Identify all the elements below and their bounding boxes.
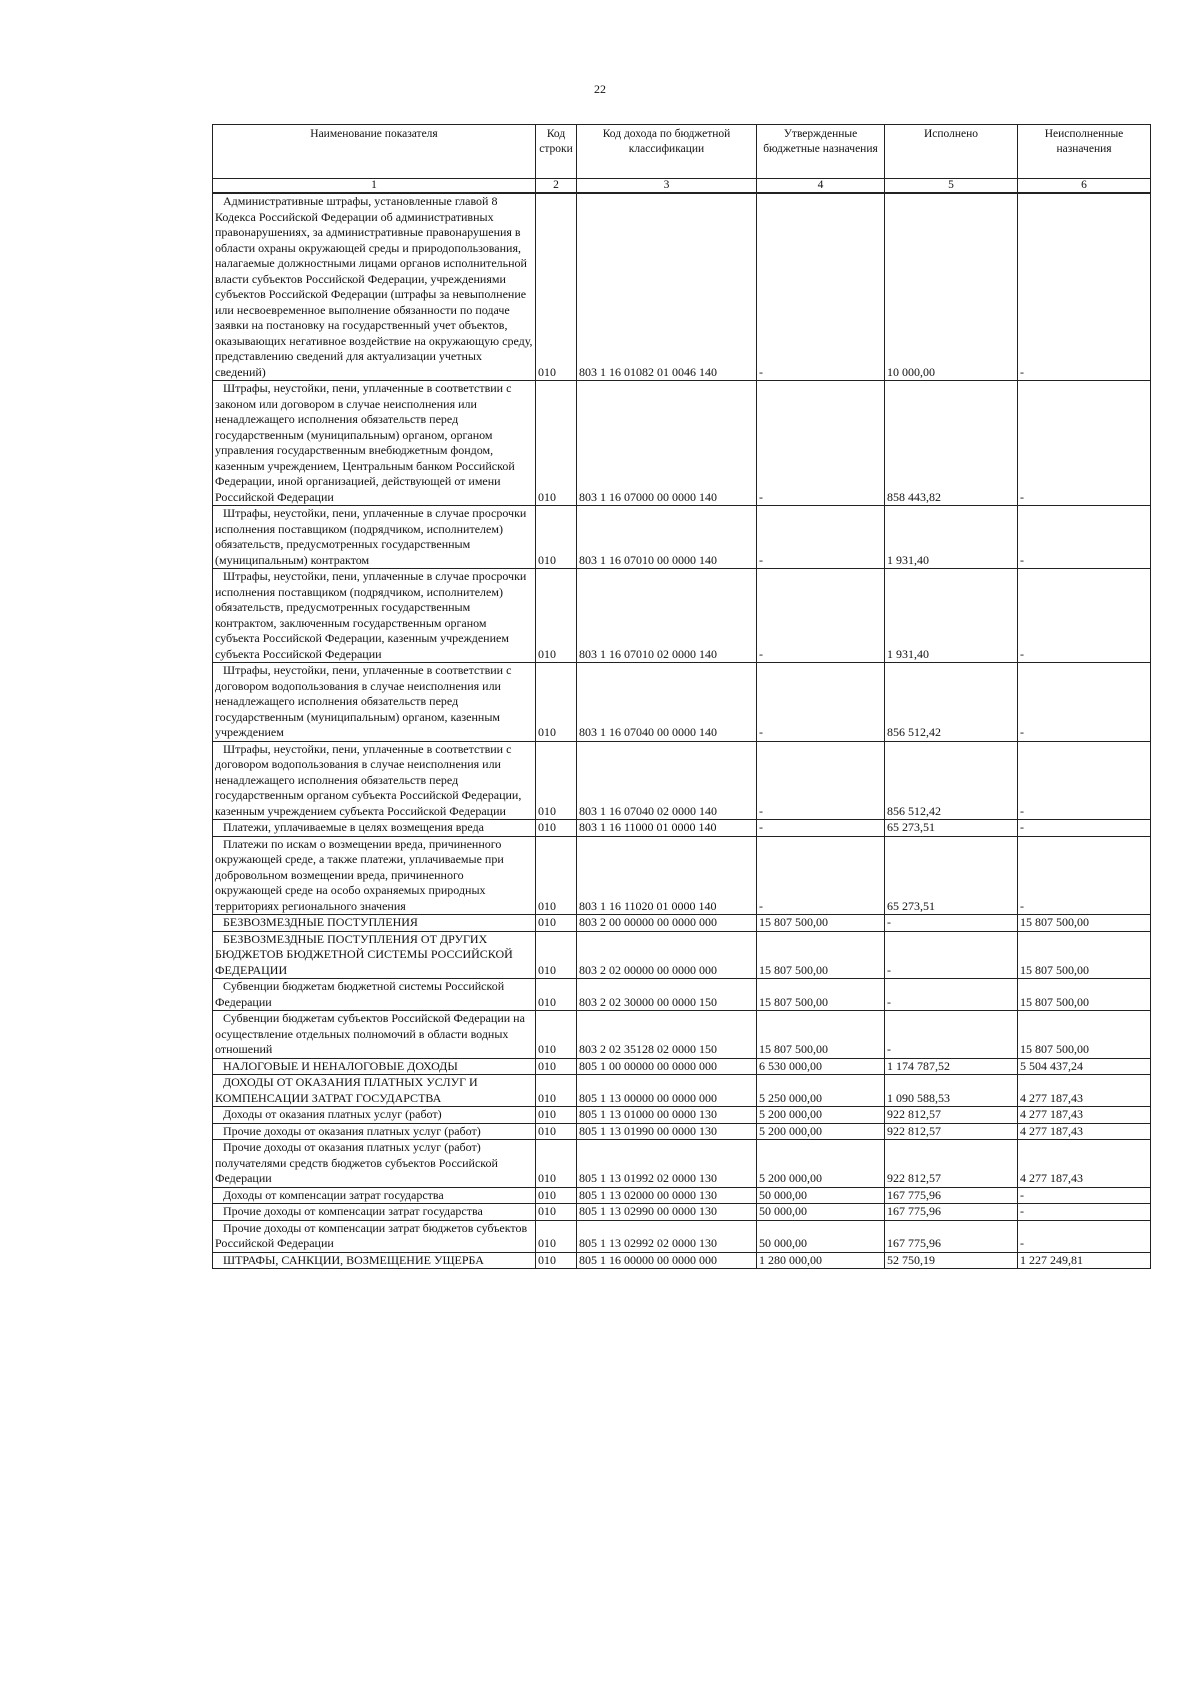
budget-code-cell: 803 1 16 11020 01 0000 140 — [577, 836, 757, 915]
indicator-name-cell: Субвенции бюджетам бюджетной системы Российской Федерации — [213, 979, 536, 1011]
approved-cell: - — [757, 820, 885, 837]
unexecuted-cell: - — [1018, 569, 1151, 663]
table-row — [213, 1075, 1151, 1107]
table-row — [213, 193, 1151, 381]
executed-cell: 858 443,82 — [885, 381, 1018, 506]
header-indicator-name: Наименование показателя — [213, 125, 536, 179]
indicator-name-cell: Штрафы, неустойки, пени, уплаченные в случае просрочки исполнения поставщиком (подрядчиком, исполнителем) обязательств, предусмотренных государственным контрактом, заключенным государственным органом субъекта Российской Федерации, казенным учреждением субъекта Российской Федерации — [213, 569, 536, 663]
line-code-cell: 010 — [536, 836, 577, 915]
revenue-report-table — [212, 124, 1151, 1269]
approved-cell: - — [757, 836, 885, 915]
budget-code-cell: 805 1 13 02992 02 0000 130 — [577, 1220, 757, 1252]
approved-cell: 5 200 000,00 — [757, 1123, 885, 1140]
unexecuted-cell: 1 227 249,81 — [1018, 1252, 1151, 1269]
line-code-cell: 010 — [536, 506, 577, 569]
approved-cell: - — [757, 569, 885, 663]
unexecuted-cell: - — [1018, 381, 1151, 506]
column-number: 6 — [1018, 179, 1151, 194]
header-executed: Исполнено — [885, 125, 1018, 179]
approved-cell: 50 000,00 — [757, 1187, 885, 1204]
unexecuted-cell: - — [1018, 506, 1151, 569]
indicator-name-cell: Административные штрафы, установленные главой 8 Кодекса Российской Федерации об административных правонарушениях, за административные правонарушения в области охраны окружающей среды и природопользования, налагаемые должностными лицами органов исполнительной власти субъектов Российской Федерации, учреждениями субъектов Российской Федерации (штрафы за невыполнение или несвоевременное выполнение обязанности по подаче заявки на постановку на государственный учет объектов, оказывающих негативное воздействие на окружающую среду, представлению сведений для актуализации учетных сведений) — [213, 193, 536, 381]
executed-cell: - — [885, 915, 1018, 932]
approved-cell: 5 200 000,00 — [757, 1107, 885, 1124]
indicator-name-cell: Штрафы, неустойки, пени, уплаченные в соответствии с договором водопользования в случае неисполнения или ненадлежащего исполнения обязательств перед государственным (муниципальным) органом, казенным учреждением — [213, 663, 536, 742]
line-code-cell: 010 — [536, 1220, 577, 1252]
unexecuted-cell: 15 807 500,00 — [1018, 979, 1151, 1011]
line-code-cell: 010 — [536, 1140, 577, 1188]
budget-code-cell: 803 2 02 00000 00 0000 000 — [577, 931, 757, 979]
unexecuted-cell: 15 807 500,00 — [1018, 915, 1151, 932]
table-row — [213, 1220, 1151, 1252]
budget-code-cell: 803 1 16 07010 00 0000 140 — [577, 506, 757, 569]
indicator-name-cell: ДОХОДЫ ОТ ОКАЗАНИЯ ПЛАТНЫХ УСЛУГ И КОМПЕНСАЦИИ ЗАТРАТ ГОСУДАРСТВА — [213, 1075, 536, 1107]
executed-cell: 922 812,57 — [885, 1140, 1018, 1188]
indicator-name-cell: Прочие доходы от компенсации затрат государства — [213, 1204, 536, 1221]
budget-code-cell: 805 1 13 01000 00 0000 130 — [577, 1107, 757, 1124]
column-number: 3 — [577, 179, 757, 194]
budget-code-cell: 803 1 16 07040 02 0000 140 — [577, 741, 757, 820]
unexecuted-cell: 4 277 187,43 — [1018, 1075, 1151, 1107]
table-body — [213, 193, 1151, 1269]
approved-cell: 5 200 000,00 — [757, 1140, 885, 1188]
budget-code-cell: 803 1 16 07010 02 0000 140 — [577, 569, 757, 663]
indicator-name-cell: Платежи, уплачиваемые в целях возмещения вреда — [213, 820, 536, 837]
line-code-cell: 010 — [536, 915, 577, 932]
indicator-name-cell: Прочие доходы от оказания платных услуг (работ) — [213, 1123, 536, 1140]
executed-cell: 1 090 588,53 — [885, 1075, 1018, 1107]
executed-cell: 1 931,40 — [885, 506, 1018, 569]
unexecuted-cell: - — [1018, 741, 1151, 820]
table-row — [213, 381, 1151, 506]
approved-cell: - — [757, 381, 885, 506]
budget-code-cell: 803 2 02 35128 02 0000 150 — [577, 1011, 757, 1059]
table-row — [213, 1011, 1151, 1059]
unexecuted-cell: - — [1018, 836, 1151, 915]
column-number-row — [213, 179, 1151, 194]
indicator-name-cell: Штрафы, неустойки, пени, уплаченные в соответствии с законом или договором в случае неисполнения или ненадлежащего исполнения обязательств перед государственным (муниципальным) органом, органом управления государственным внебюджетным фондом, казенным учреждением, Центральным банком Российской Федерации, иной организацией, действующей от имени Российской Федерации — [213, 381, 536, 506]
line-code-cell: 010 — [536, 931, 577, 979]
indicator-name-cell: Штрафы, неустойки, пени, уплаченные в соответствии с договором водопользования в случае неисполнения или ненадлежащего исполнения обязательств перед государственным органом субъекта Российской Федерации, казенным учреждением субъекта Российской Федерации — [213, 741, 536, 820]
indicator-name-cell: Штрафы, неустойки, пени, уплаченные в случае просрочки исполнения поставщиком (подрядчиком, исполнителем) обязательств, предусмотренных государственным (муниципальным) контрактом — [213, 506, 536, 569]
executed-cell: 856 512,42 — [885, 741, 1018, 820]
table-row — [213, 1187, 1151, 1204]
unexecuted-cell: - — [1018, 1204, 1151, 1221]
executed-cell: 65 273,51 — [885, 836, 1018, 915]
indicator-name-cell: БЕЗВОЗМЕЗДНЫЕ ПОСТУПЛЕНИЯ ОТ ДРУГИХ БЮДЖЕТОВ БЮДЖЕТНОЙ СИСТЕМЫ РОССИЙСКОЙ ФЕДЕРАЦИИ — [213, 931, 536, 979]
unexecuted-cell: 4 277 187,43 — [1018, 1140, 1151, 1188]
table-row — [213, 836, 1151, 915]
budget-code-cell: 803 2 02 30000 00 0000 150 — [577, 979, 757, 1011]
line-code-cell: 010 — [536, 1204, 577, 1221]
approved-cell: 15 807 500,00 — [757, 1011, 885, 1059]
table-row — [213, 1204, 1151, 1221]
budget-code-cell: 803 1 16 07000 00 0000 140 — [577, 381, 757, 506]
header-approved: Утвержденные бюджетные назначения — [757, 125, 885, 179]
line-code-cell: 010 — [536, 381, 577, 506]
line-code-cell: 010 — [536, 1123, 577, 1140]
header-unexecuted: Неисполненные назначения — [1018, 125, 1151, 179]
table-row — [213, 569, 1151, 663]
table-header-row — [213, 125, 1151, 179]
executed-cell: - — [885, 979, 1018, 1011]
line-code-cell: 010 — [536, 663, 577, 742]
table-row — [213, 979, 1151, 1011]
line-code-cell: 010 — [536, 741, 577, 820]
executed-cell: 167 775,96 — [885, 1187, 1018, 1204]
table-row — [213, 506, 1151, 569]
line-code-cell: 010 — [536, 1187, 577, 1204]
budget-code-cell: 805 1 13 00000 00 0000 000 — [577, 1075, 757, 1107]
budget-code-cell: 805 1 13 01992 02 0000 130 — [577, 1140, 757, 1188]
column-number: 4 — [757, 179, 885, 194]
approved-cell: 50 000,00 — [757, 1204, 885, 1221]
table-row — [213, 741, 1151, 820]
executed-cell: 922 812,57 — [885, 1107, 1018, 1124]
table-row — [213, 1107, 1151, 1124]
column-number: 1 — [213, 179, 536, 194]
unexecuted-cell: 5 504 437,24 — [1018, 1058, 1151, 1075]
unexecuted-cell: 4 277 187,43 — [1018, 1107, 1151, 1124]
approved-cell: 1 280 000,00 — [757, 1252, 885, 1269]
table-row — [213, 915, 1151, 932]
approved-cell: - — [757, 506, 885, 569]
unexecuted-cell: 15 807 500,00 — [1018, 1011, 1151, 1059]
approved-cell: 5 250 000,00 — [757, 1075, 885, 1107]
line-code-cell: 010 — [536, 1107, 577, 1124]
table-row — [213, 931, 1151, 979]
executed-cell: 65 273,51 — [885, 820, 1018, 837]
executed-cell: 167 775,96 — [885, 1220, 1018, 1252]
unexecuted-cell: - — [1018, 1187, 1151, 1204]
page-number: 22 — [594, 82, 606, 96]
table-row — [213, 1252, 1151, 1269]
unexecuted-cell: - — [1018, 193, 1151, 381]
table-row — [213, 1140, 1151, 1188]
column-number: 2 — [536, 179, 577, 194]
unexecuted-cell: - — [1018, 663, 1151, 742]
executed-cell: 52 750,19 — [885, 1252, 1018, 1269]
executed-cell: 1 174 787,52 — [885, 1058, 1018, 1075]
line-code-cell: 010 — [536, 193, 577, 381]
indicator-name-cell: Прочие доходы от компенсации затрат бюджетов субъектов Российской Федерации — [213, 1220, 536, 1252]
approved-cell: - — [757, 663, 885, 742]
approved-cell: 15 807 500,00 — [757, 931, 885, 979]
executed-cell: 856 512,42 — [885, 663, 1018, 742]
indicator-name-cell: Субвенции бюджетам субъектов Российской Федерации на осуществление отдельных полномочий в области водных отношений — [213, 1011, 536, 1059]
approved-cell: 50 000,00 — [757, 1220, 885, 1252]
budget-code-cell: 805 1 13 02990 00 0000 130 — [577, 1204, 757, 1221]
column-number: 5 — [885, 179, 1018, 194]
indicator-name-cell: Доходы от компенсации затрат государства — [213, 1187, 536, 1204]
line-code-cell: 010 — [536, 1011, 577, 1059]
approved-cell: 15 807 500,00 — [757, 979, 885, 1011]
budget-code-cell: 805 1 00 00000 00 0000 000 — [577, 1058, 757, 1075]
table-row — [213, 1123, 1151, 1140]
header-line-code: Код строки — [536, 125, 577, 179]
indicator-name-cell: НАЛОГОВЫЕ И НЕНАЛОГОВЫЕ ДОХОДЫ — [213, 1058, 536, 1075]
indicator-name-cell: ШТРАФЫ, САНКЦИИ, ВОЗМЕЩЕНИЕ УЩЕРБА — [213, 1252, 536, 1269]
approved-cell: 6 530 000,00 — [757, 1058, 885, 1075]
table-row — [213, 1058, 1151, 1075]
line-code-cell: 010 — [536, 820, 577, 837]
unexecuted-cell: - — [1018, 820, 1151, 837]
budget-code-cell: 805 1 16 00000 00 0000 000 — [577, 1252, 757, 1269]
line-code-cell: 010 — [536, 1252, 577, 1269]
executed-cell: - — [885, 931, 1018, 979]
executed-cell: 1 931,40 — [885, 569, 1018, 663]
line-code-cell: 010 — [536, 1075, 577, 1107]
unexecuted-cell: 4 277 187,43 — [1018, 1123, 1151, 1140]
approved-cell: 15 807 500,00 — [757, 915, 885, 932]
executed-cell: 10 000,00 — [885, 193, 1018, 381]
approved-cell: - — [757, 741, 885, 820]
line-code-cell: 010 — [536, 569, 577, 663]
line-code-cell: 010 — [536, 979, 577, 1011]
indicator-name-cell: Доходы от оказания платных услуг (работ) — [213, 1107, 536, 1124]
budget-code-cell: 805 1 13 02000 00 0000 130 — [577, 1187, 757, 1204]
budget-code-cell: 805 1 13 01990 00 0000 130 — [577, 1123, 757, 1140]
table-row — [213, 663, 1151, 742]
indicator-name-cell: Прочие доходы от оказания платных услуг (работ) получателями средств бюджетов субъектов Российской Федерации — [213, 1140, 536, 1188]
executed-cell: 167 775,96 — [885, 1204, 1018, 1221]
budget-code-cell: 803 2 00 00000 00 0000 000 — [577, 915, 757, 932]
indicator-name-cell: Платежи по искам о возмещении вреда, причиненного окружающей среде, а также платежи, уплачиваемые при добровольном возмещении вреда, причиненного окружающей среде на особо охраняемых природных территориях регионального значения — [213, 836, 536, 915]
budget-code-cell: 803 1 16 01082 01 0046 140 — [577, 193, 757, 381]
budget-code-cell: 803 1 16 07040 00 0000 140 — [577, 663, 757, 742]
executed-cell: - — [885, 1011, 1018, 1059]
line-code-cell: 010 — [536, 1058, 577, 1075]
unexecuted-cell: 15 807 500,00 — [1018, 931, 1151, 979]
budget-code-cell: 803 1 16 11000 01 0000 140 — [577, 820, 757, 837]
table-row — [213, 820, 1151, 837]
unexecuted-cell: - — [1018, 1220, 1151, 1252]
executed-cell: 922 812,57 — [885, 1123, 1018, 1140]
approved-cell: - — [757, 193, 885, 381]
indicator-name-cell: БЕЗВОЗМЕЗДНЫЕ ПОСТУПЛЕНИЯ — [213, 915, 536, 932]
header-budget-code: Код дохода по бюджетной классификации — [577, 125, 757, 179]
